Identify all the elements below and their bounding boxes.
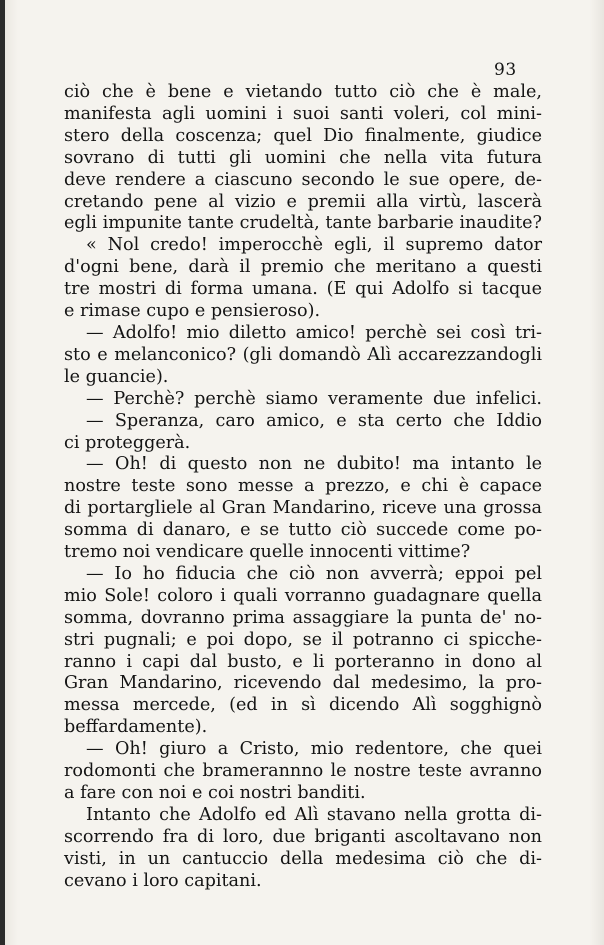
text-line: sovrano di tutti gli uomini che nella vita futura [64,147,542,168]
text-line: manifesta agli uomini i suoi santi voleri, col mini- [64,103,542,124]
text-line: — Speranza, caro amico, e sta certo che Iddio [86,410,542,431]
page-number: 93 [494,60,517,80]
text-line: cretando pene al vizio e premii alla virtù, lascerà [64,191,542,212]
text-line: visti, in un cantuccio della medesima ciò che di- [64,848,542,869]
text-line: Gran Mandarino, ricevendo dal medesimo, la pro- [64,673,542,694]
text-line: le guancie). [64,366,169,387]
text-line: tre mostri di forma umana. (E qui Adolfo si tacque [64,279,542,300]
text-line: deve rendere a ciascuno secondo le sue opere, de- [64,169,542,190]
text-line: — Oh! di questo non ne dubito! ma intanto le [86,454,542,475]
text-line: ciò che è bene e vietando tutto ciò che è male, [64,82,542,102]
text-line: — Perchè? perchè siamo veramente due infelici. [86,388,542,409]
text-line: nostre teste sono messe a prezzo, e chi è capace [64,476,542,497]
text-line: sto e melanconico? (gli domandò Alì accarezzandogli [64,344,542,365]
binding-edge [0,0,5,945]
text-line: a fare con noi e coi nostri banditi. [64,783,366,803]
text-line: somma, dovranno prima assaggiare la punta de' no- [64,607,542,628]
text-line: « Nol credo! imperocchè egli, il supremo dator [86,235,542,256]
text-line: ci proteggerà. [64,432,191,453]
text-line: cevano i loro capitani. [64,870,262,891]
body-text [64,82,542,893]
text-line: stero della coscenza; quel Dio finalmente, giudice [64,125,542,146]
text-line: beffardamente). [64,717,208,738]
text-line: — Adolfo! mio diletto amico! perchè sei così tri- [86,322,542,343]
text-line: stri pugnali; e poi dopo, se il potranno ci spicche- [64,629,542,650]
text-line: d'ogni bene, darà il premio che meritano a questi [64,257,542,278]
text-line: ranno i capi dal busto, e li porteranno in dono al [64,651,542,672]
text-line: egli impunite tante crudeltà, tante barbarie inaudite? [64,213,542,234]
text-line: rodomonti che bramerannno le nostre teste avranno [64,761,542,782]
text-line: e rimase cupo e pensieroso). [64,301,321,322]
text-line: di portargliele al Gran Mandarino, riceve una grossa [64,498,542,519]
text-line: — Io ho fiducia che ciò non avverrà; eppoi pel [86,563,542,584]
text-line: tremo noi vendicare quelle innocenti vittime? [64,542,471,563]
text-line: somma di danaro, e se tutto ciò succede come po- [64,520,542,541]
text-line: mio Sole! coloro i quali vorranno guadagnare quella [64,585,542,606]
text-line: scorrendo fra di loro, due briganti ascoltavano non [64,826,542,847]
text-line: Intanto che Adolfo ed Alì stavano nella grotta di- [86,804,542,825]
text-line: — Oh! giuro a Cristo, mio redentore, che quei [86,739,542,760]
text-line: messa mercede, (ed in sì dicendo Alì sogghignò [64,695,542,716]
